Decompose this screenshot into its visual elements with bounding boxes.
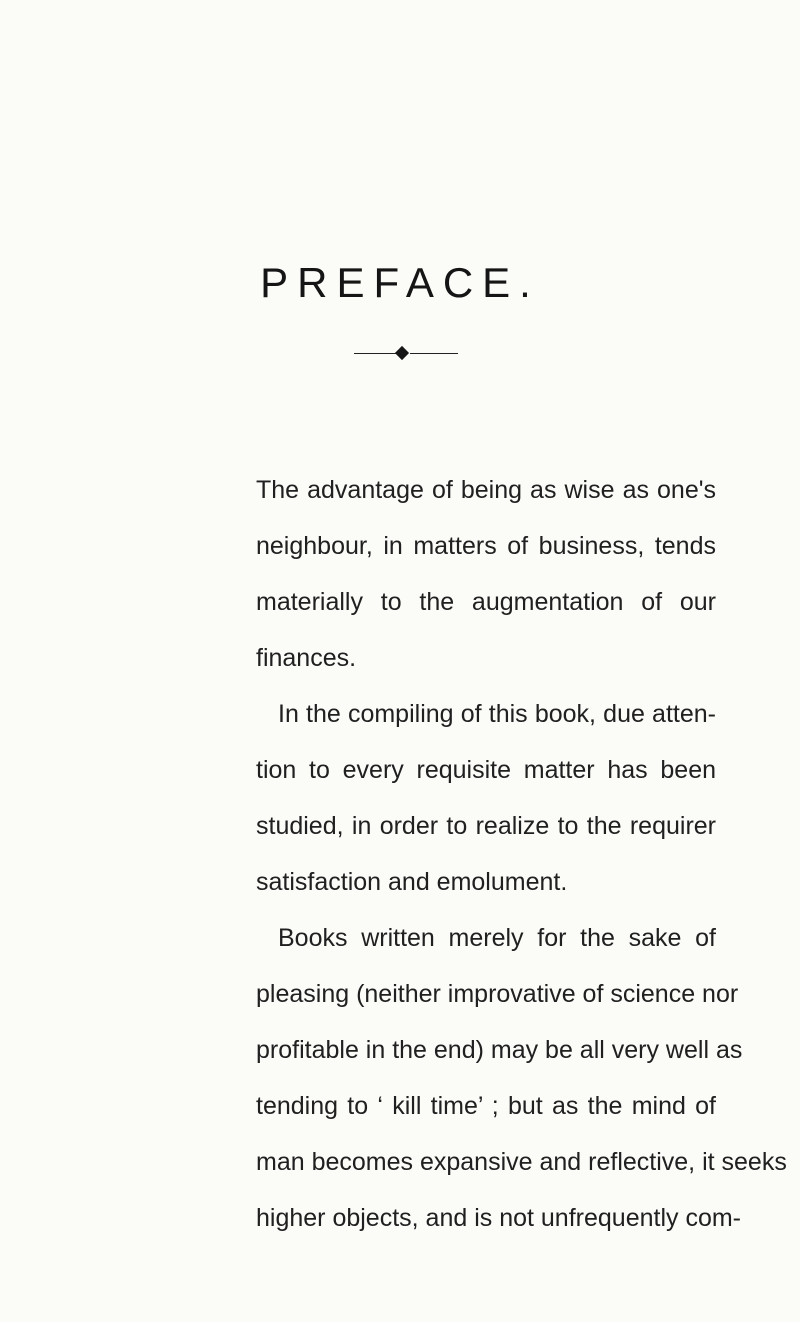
page-title: PREFACE.	[260, 259, 540, 306]
text-line: In the compiling of this book, due atten-	[278, 700, 716, 728]
text-line: higher objects, and is not unfrequently com-	[256, 1204, 741, 1232]
divider-ornament	[354, 346, 458, 362]
paragraph-1	[256, 462, 716, 686]
diamond-icon	[395, 346, 409, 360]
text-line: Books written merely for the sake of	[278, 924, 716, 952]
text-line: finances.	[256, 644, 357, 672]
text-line: studied, in order to realize to the requirer	[256, 812, 716, 840]
text-line: The advantage of being as wise as one's	[256, 476, 716, 504]
paragraph-3	[256, 910, 787, 1246]
text-line: tending to ‘ kill time’ ; but as the mind of	[256, 1092, 716, 1120]
text-line: pleasing (neither improvative of science nor	[256, 980, 739, 1008]
divider-line-left	[354, 353, 398, 354]
text-line: neighbour, in matters of business, tends	[256, 532, 716, 560]
preface-text	[256, 462, 787, 1246]
text-line: tion to every requisite matter has been	[256, 756, 716, 784]
text-line: materially to the augmentation of our	[256, 588, 716, 616]
paragraph-2	[256, 686, 716, 910]
text-line: man becomes expansive and reflective, it seeks	[256, 1148, 787, 1176]
divider-line-right	[410, 353, 458, 354]
text-line: profitable in the end) may be all very well as	[256, 1036, 743, 1064]
text-line: satisfaction and emolument.	[256, 868, 568, 896]
